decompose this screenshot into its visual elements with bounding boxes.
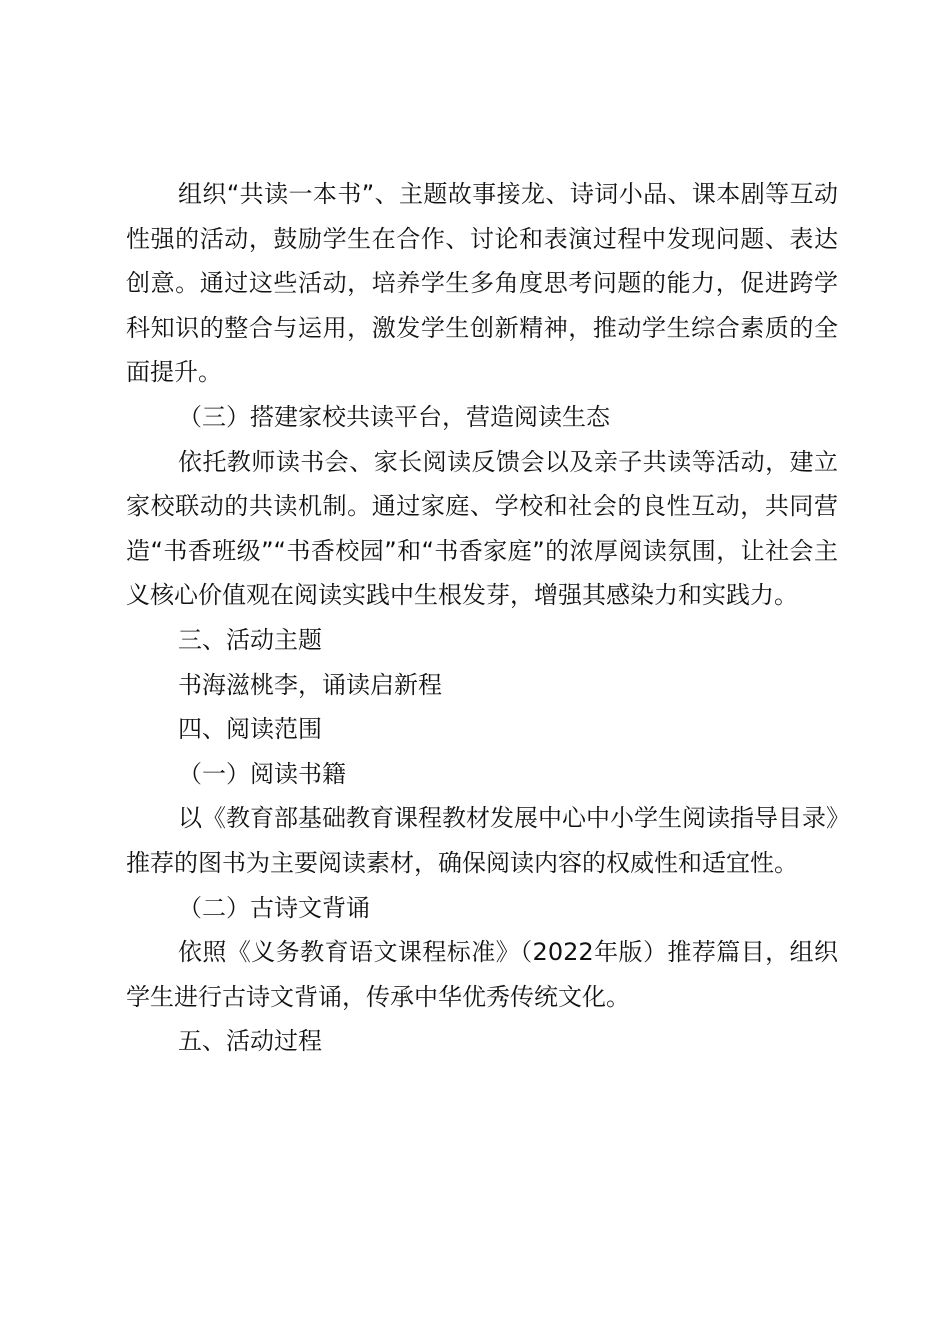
subsection-heading: （三）搭建家校共读平台，营造阅读生态 <box>178 402 610 431</box>
body-paragraph: 组织“共读一本书”、主题故事接龙、诗词小品、课本剧等互动性强的活动，鼓励学生在合作、讨论和表演过程中发现问题、表达创意。通过这些活动，培养学生多角度思考问题的能力，促进跨学科知识的整合与运用，激发学生创新精神，推动学生综合素质的全面提升。 <box>126 180 838 387</box>
document-body <box>126 172 838 1064</box>
theme-text: 书海滋桃李，诵读启新程 <box>178 670 442 699</box>
body-paragraph: 以《教育部基础教育课程教材发展中心中小学生阅读指导目录》推荐的图书为主要阅读素材，确保阅读内容的权威性和适宜性。 <box>126 804 838 877</box>
section-heading: 五、活动过程 <box>178 1027 322 1056</box>
subsection-heading: （一）阅读书籍 <box>178 759 346 788</box>
body-paragraph: 依托教师读书会、家长阅读反馈会以及亲子共读等活动，建立家校联动的共读机制。通过家庭、学校和社会的良性互动，共同营造“书香班级”“书香校园”和“书香家庭”的浓厚阅读氛围，让社会主义核心价值观在阅读实践中生根发芽，增强其感染力和实践力。 <box>126 447 838 610</box>
section-heading: 三、活动主题 <box>178 625 322 654</box>
body-paragraph: 依照《义务教育语文课程标准》（2022年版）推荐篇目，组织学生进行古诗文背诵，传承中华优秀传统文化。 <box>126 938 838 1011</box>
subsection-heading: （二）古诗文背诵 <box>178 893 370 922</box>
section-heading: 四、阅读范围 <box>178 715 322 744</box>
